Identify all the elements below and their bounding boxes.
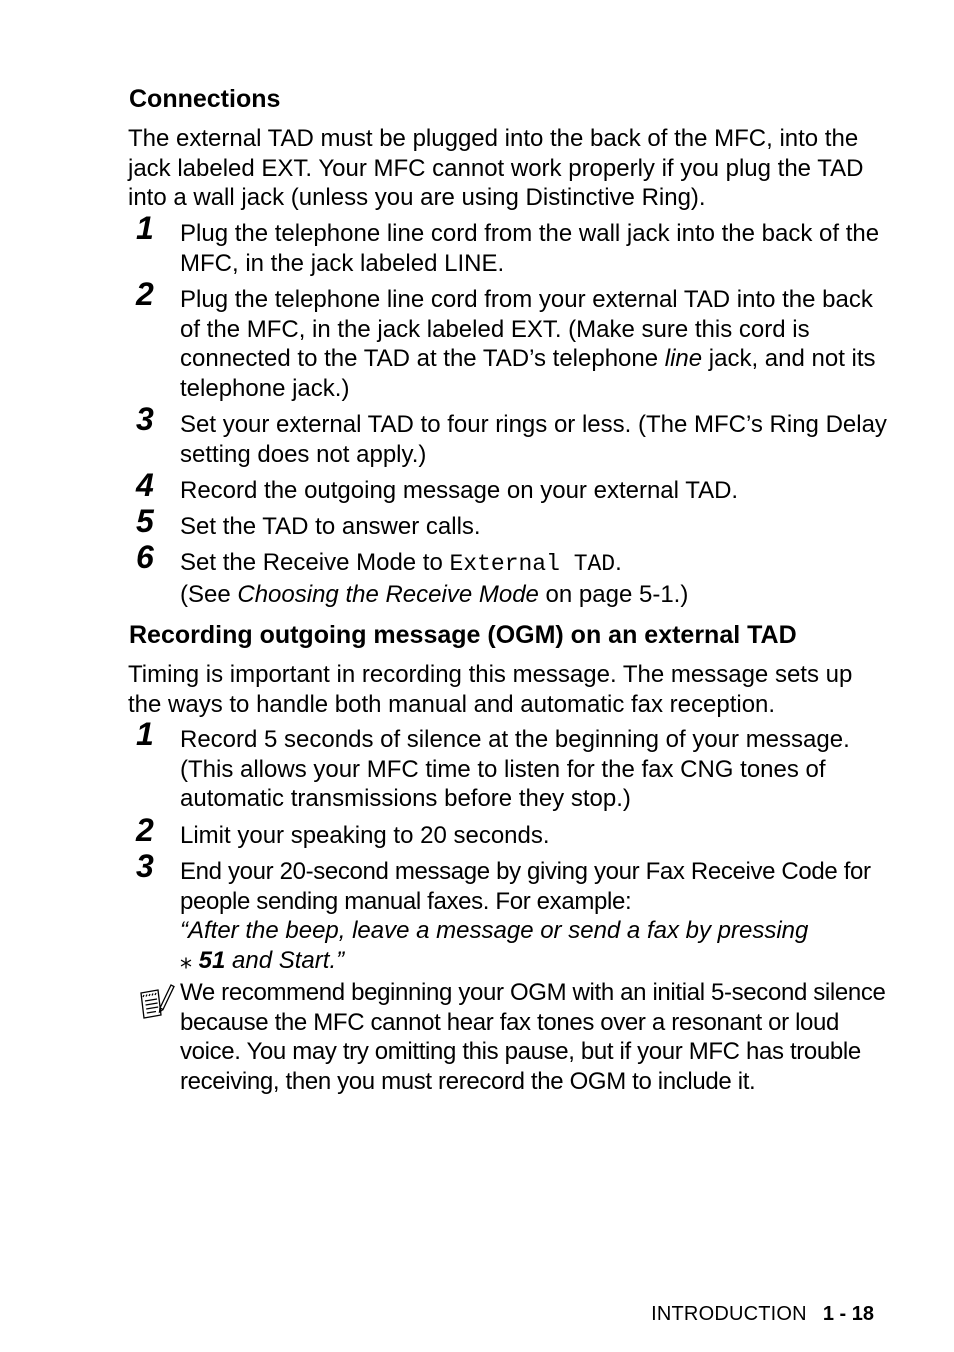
note-pad-icon [136,981,176,1021]
step-number: 5 [136,503,154,539]
step-number: 3 [136,401,154,437]
note-box [136,978,896,1096]
ogm-intro: Timing is important in recording this message. The message sets up the ways to handle both manual and automatic fax reception. [128,661,853,718]
step-text: Set the TAD to answer calls. [180,513,481,540]
note-text: We recommend beginning your OGM with an initial 5-second silence because the MFC cannot hear fax tones over a resonant or loud voice. You may try omitting this pause, but if your MFC has trouble receiving, then you must rerecord the OGM to include it. [180,979,886,1095]
connections-intro: The external TAD must be plugged into the back of the MFC, into the jack labeled EXT. Your MFC cannot work properly if you plug the TAD into a wall jack (unless you are using Distinctive Ring). [128,125,864,212]
step-number: 1 [136,210,154,246]
step-number: 3 [136,848,154,884]
page-footer [651,1302,874,1326]
cross-reference: Choosing the Receive Mode [237,580,539,608]
step-text: End your 20-second message by giving your Fax Receive Code for people sending manual faxes. For example: “After the beep, leave a message or send a fax by pressing ⁎ 51 and Start.” [180,858,871,974]
step-text: Record the outgoing message on your external TAD. [180,477,739,504]
ogm-heading: Recording outgoing message (OGM) on an external TAD [129,621,797,649]
step-text: Plug the telephone line cord from the wall jack into the back of the MFC, in the jack labeled LINE. [180,220,880,277]
step-text: Set the Receive Mode to External TAD. (See Choosing the Receive Mode on page 5-1.) [180,549,689,608]
connections-step-4 [136,467,896,506]
page-number: 1 - 18 [822,1303,874,1325]
star-key-icon: ⁎ [180,946,192,974]
step-number: 1 [136,716,154,752]
step-number: 4 [136,467,154,503]
line-jack-term: line [664,345,703,373]
connections-step-2 [136,276,896,403]
footer-section: INTRODUCTION [651,1303,807,1325]
step-text: Set your external TAD to four rings or less. (The MFC’s Ring Delay setting does not apply.) [180,411,887,468]
step-text: Limit your speaking to 20 seconds. [180,822,550,849]
step-text: Record 5 seconds of silence at the beginning of your message. (This allows your MFC time to listen for the fax CNG tones of automatic transmissions before they stop.) [180,726,850,813]
example-quote: “After the beep, leave a message or send a fax by pressing ⁎ 51 and Start.” [180,917,809,974]
step-number: 2 [136,812,154,848]
connections-step-6 [136,539,896,609]
receive-mode-value: External TAD [449,551,616,577]
connections-step-1 [136,210,896,278]
connections-heading: Connections [129,85,281,113]
step-text: Plug the telephone line cord from your external TAD into the back of the MFC, in the jack labeled EXT. (Make sure this cord is connected to the TAD at the TAD’s telephone line jack, and not its telephone jack.) [180,286,876,402]
ogm-step-2 [136,812,896,851]
ogm-step-1 [136,716,896,814]
ogm-step-3 [136,848,896,975]
connections-step-3 [136,401,896,469]
fax-receive-code: 51 [192,946,226,974]
step-number: 6 [136,539,154,575]
step-number: 2 [136,276,154,312]
connections-step-5 [136,503,896,542]
